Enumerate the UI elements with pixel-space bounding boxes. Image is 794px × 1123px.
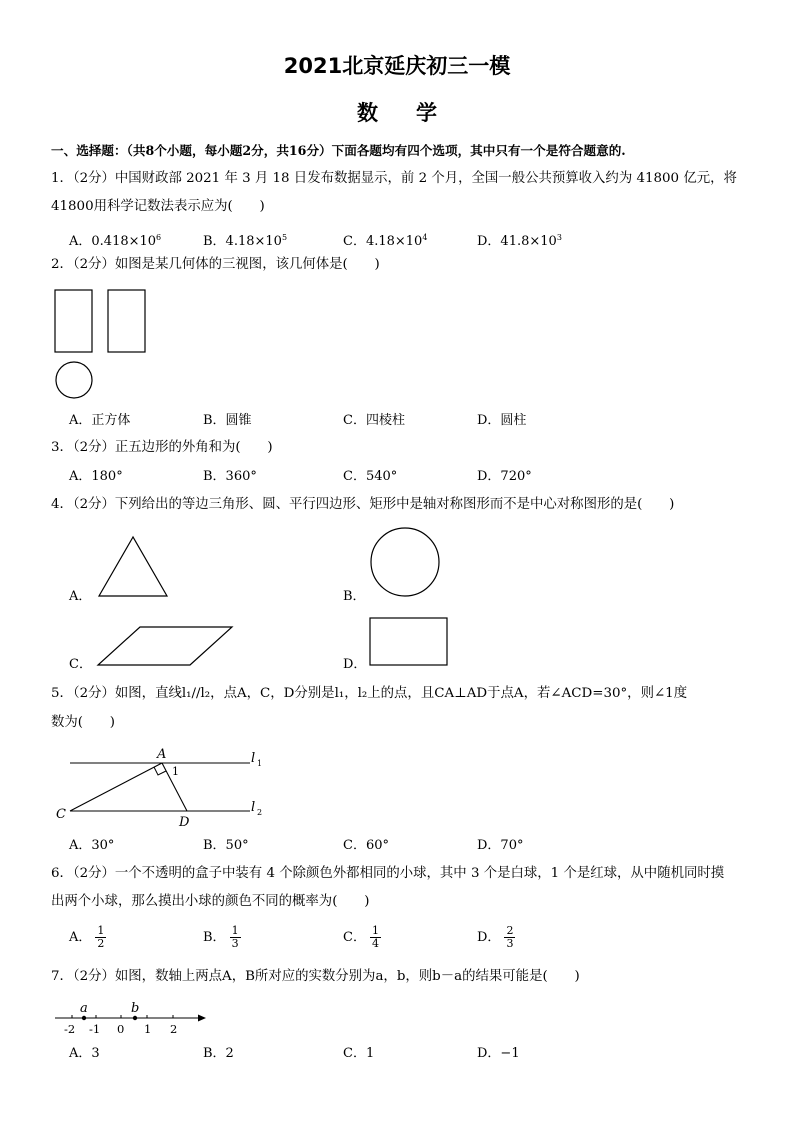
angle-1-label: 1: [172, 765, 179, 778]
q3-stem: 3．（2分）正五边形的外角和为( ): [51, 440, 273, 455]
q7-option-a: A．3: [69, 1046, 100, 1061]
tick-label-0: 0: [117, 1022, 125, 1036]
tick-label-neg1: -1: [89, 1022, 101, 1036]
section-heading: 一、选择题：（共8个小题，每小题2分，共16分）下面各题均有四个选项，其中只有一个是符合题意的.: [51, 143, 626, 158]
q6-stem-line2: 出两个小球，那么摸出小球的颜色不同的概率为( ): [51, 894, 370, 909]
q3-option-b: B．360°: [203, 469, 257, 484]
point-a: [82, 1016, 86, 1020]
q6-option-c: C． $\frac{1}{4}$: [343, 924, 379, 950]
q1-stem-line2: 41800用科学记数法表示应为( ): [51, 199, 265, 214]
point-b-label: b: [131, 1001, 140, 1016]
q5-option-c: C．60°: [343, 838, 389, 853]
q2-stem: 2．（2分）如图是某几何体的三视图，该几何体是( ): [51, 257, 380, 272]
label-a: A: [157, 747, 167, 762]
q5-option-a: A．30°: [69, 838, 115, 853]
q2-option-a: A．正方体: [69, 413, 131, 428]
q6-option-a: A． $\frac{1}{2}$: [69, 924, 105, 950]
q6-stem-line1: 6．（2分）一个不透明的盒子中装有 4 个除颜色外都相同的小球，其中 3 个是白球，1 个是红球，从中随机同时摸: [51, 866, 725, 881]
q2-option-c: C．四棱柱: [343, 413, 405, 428]
q7-option-d: D．−1: [477, 1046, 520, 1061]
label-l2-sub: 2: [257, 808, 263, 817]
point-b: [133, 1016, 137, 1020]
q7-option-b: B．2: [203, 1046, 234, 1061]
q3-option-a: A．180°: [69, 469, 123, 484]
label-l1: l: [251, 751, 256, 766]
q1-option-b: B．$4.18\times 10^5$: [203, 233, 288, 249]
q5-stem-line1: 5．（2分）如图，直线l₁//l₂，点A，C，D分别是l₁，l₂上的点，且CA⊥AD于点A，若∠ACD=30°，则∠1度: [51, 686, 688, 701]
q1-stem-line1: 1．（2分）中国财政部 2021 年 3 月 18 日发布数据显示，前 2 个月，全国一般公共预算收入约为 41800 亿元，将: [51, 171, 737, 186]
q2-option-b: B．圆锥: [203, 413, 252, 428]
tick-label-2: 2: [170, 1022, 178, 1036]
q4-option-b: B．: [343, 589, 366, 604]
q6-option-b: B． $\frac{1}{3}$: [203, 924, 239, 950]
q4-option-d: D．: [343, 657, 367, 672]
exam-subject: 数学: [357, 101, 475, 125]
label-d: D: [179, 815, 190, 830]
label-l2: l: [251, 800, 256, 815]
tick-label-1: 1: [144, 1022, 152, 1036]
q7-option-c: C．1: [343, 1046, 375, 1061]
label-l1-sub: 1: [257, 759, 263, 768]
q3-option-d: D．720°: [477, 469, 532, 484]
q1-option-a: A．$0.418\times 10^6$: [69, 233, 162, 249]
q5-option-d: D．70°: [477, 838, 524, 853]
axis-arrow: [198, 1015, 206, 1022]
q6-option-d: D． $\frac{2}{3}$: [477, 924, 514, 950]
q1-option-c: C．$4.18\times 10^4$: [343, 233, 428, 249]
q7-stem: 7．（2分）如图，数轴上两点A，B所对应的实数分别为a，b，则b－a的结果可能是( ): [51, 969, 580, 984]
q5-stem-line2: 数为( ): [51, 715, 116, 730]
tick-label-neg2: -2: [64, 1022, 76, 1036]
label-c: C: [56, 807, 66, 822]
q5-option-b: B．50°: [203, 838, 249, 853]
exam-title: 2021北京延庆初三一模: [283, 54, 511, 78]
q3-option-c: C．540°: [343, 469, 398, 484]
q2-option-d: D．圆柱: [477, 413, 527, 428]
q4-stem: 4．（2分）下列给出的等边三角形、圆、平行四边形、矩形中是轴对称图形而不是中心对称图形的是( ): [51, 497, 675, 512]
point-a-label: a: [80, 1001, 88, 1016]
q4-option-c: C．: [69, 657, 92, 672]
q4-option-a: A．: [69, 589, 92, 604]
q1-option-d: D．$41.8\times 10^3$: [477, 233, 562, 249]
